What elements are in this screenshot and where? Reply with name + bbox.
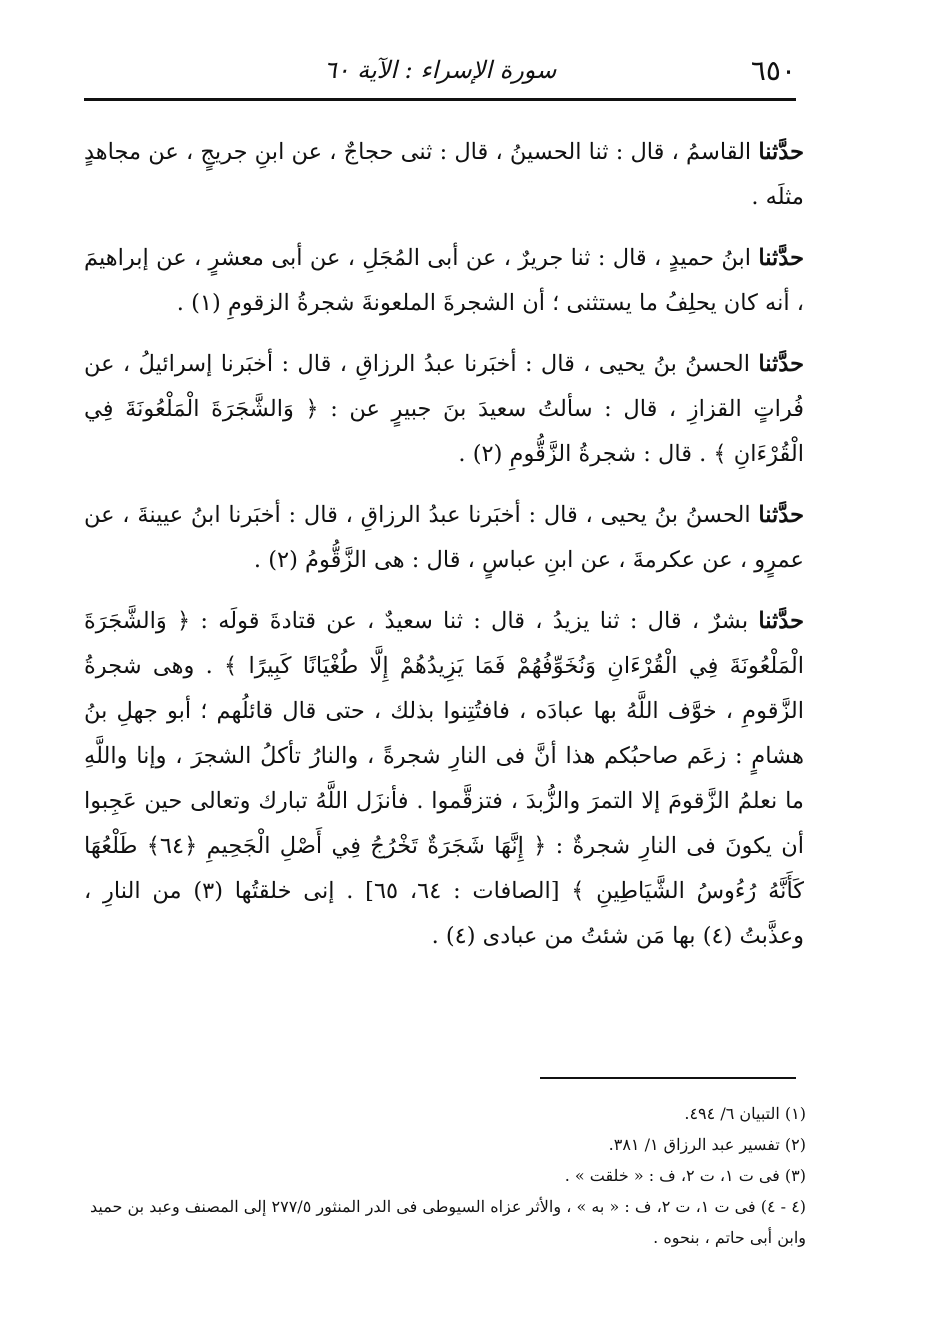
running-title: سورة الإسراء : الآية ٦٠: [323, 56, 557, 84]
paragraph-text: بشرٌ ، قال : ثنا يزيدُ ، قال : ثنا سعيدٌ ، عن قتادةَ قولَه : ﴿ وَالشَّجَرَةَ الْمَلْعُونَةَ فِي الْقُرْءَانِ وَنُخَوِّفُهُمْ فَمَا يَزِيدُهُمْ إِلَّا طُغْيَانًا كَبِيرًا ﴾ . وهى شجرةُ الزَّقومِ ، خوَّف اللَّهُ بها عبادَه ، فافتُتِنوا بذلك ، حتى قال قائلُهم ؛ أبو جهلِ بنُ هشامٍ : زعَم صاحبُكم هذا أنَّ فى النارِ شجرةً ، والنارُ تأكلُ الشجرَ ، وإنا واللَّهِ ما نعلمُ الزَّقومَ إلا التمرَ والزُّبدَ ، فتزقَّموا . فأنزَل اللَّهُ تبارك وتعالى حين عَجِبوا أن يكونَ فى النارِ شجرةٌ : ﴿ إِنَّهَا شَجَرَةٌ تَخْرُجُ فِي أَصْلِ الْجَحِيمِ ﴿٦٤﴾ طَلْعُهَا كَأَنَّهُ رُءُوسُ الشَّيَاطِينِ ﴾ [الصافات : ٦٤، ٦٥] . إنى خلقتُها (٣) من النارِ ، وعذَّبتُ (٤) بها مَن شئتُ من عبادى (٤) .: [84, 608, 805, 949]
footnotes: [90, 1098, 806, 1253]
isnad-lead: حدَّثنا: [758, 608, 804, 634]
footnote: (٢) تفسير عبد الرزاق ١/ ٣٨١.: [608, 1135, 806, 1154]
footnote-rule: [540, 1077, 796, 1079]
paragraph-text: القاسمُ ، قال : ثنا الحسينُ ، قال : ثنى حجاجٌ ، عن ابنِ جريجٍ ، عن مجاهدٍ مثلَه .: [84, 139, 804, 210]
paragraph-text: الحسنُ بنُ يحيى ، قال : أخبَرنا عبدُ الرزاقِ ، قال : أخبَرنا ابنُ عيينةَ ، عن عمرٍو ، عن عكرمةَ ، عن ابنِ عباسٍ ، قال : هى الزَّقُّومُ (٢) .: [84, 502, 804, 573]
hadith-paragraph: [84, 130, 804, 220]
footnote: (٤ - ٤) فى ت ١، ت ٢، ف : « به » ، والأثر عزاه السيوطى فى الدر المنثور ٢٧٧/٥ إلى المصنف وعبد بن حميد وابن أبى حاتم ، بنحوه .: [90, 1197, 807, 1247]
page-header: [84, 48, 796, 94]
main-text: [84, 130, 804, 975]
isnad-lead: حدَّثنا: [758, 502, 804, 528]
hadith-paragraph: [84, 342, 804, 477]
hadith-paragraph: [84, 599, 804, 959]
footnote: (٣) فى ت ١، ت ٢، ف : « خلقت » .: [564, 1166, 806, 1185]
page-number: ٦٥٠: [750, 54, 796, 87]
isnad-lead: حدَّثنا: [758, 245, 804, 271]
isnad-lead: حدَّثنا: [758, 139, 804, 165]
header-rule: [84, 98, 796, 101]
isnad-lead: حدَّثنا: [758, 351, 804, 377]
footnote: (١) التبيان ٦/ ٤٩٤.: [684, 1104, 806, 1123]
hadith-paragraph: [84, 493, 804, 583]
paragraph-text: ابنُ حميدٍ ، قال : ثنا جريرٌ ، عن أبى المُجَلِ ، عن أبى معشرٍ ، عن إبراهيمَ ، أنه كان يحلِفُ ما يستثنى ؛ أن الشجرةَ الملعونةَ شجرةُ الزقومِ (١) .: [84, 245, 804, 316]
paragraph-text: الحسنُ بنُ يحيى ، قال : أخبَرنا عبدُ الرزاقِ ، قال : أخبَرنا إسرائيلُ ، عن فُراتٍ القزازِ ، قال : سألتُ سعيدَ بنَ جبيرٍ عن : ﴿ وَالشَّجَرَةَ الْمَلْعُونَةَ فِي الْقُرْءَانِ ﴾ . قال : شجرةُ الزَّقُّومِ (٢) .: [84, 351, 804, 467]
hadith-paragraph: [84, 236, 804, 326]
